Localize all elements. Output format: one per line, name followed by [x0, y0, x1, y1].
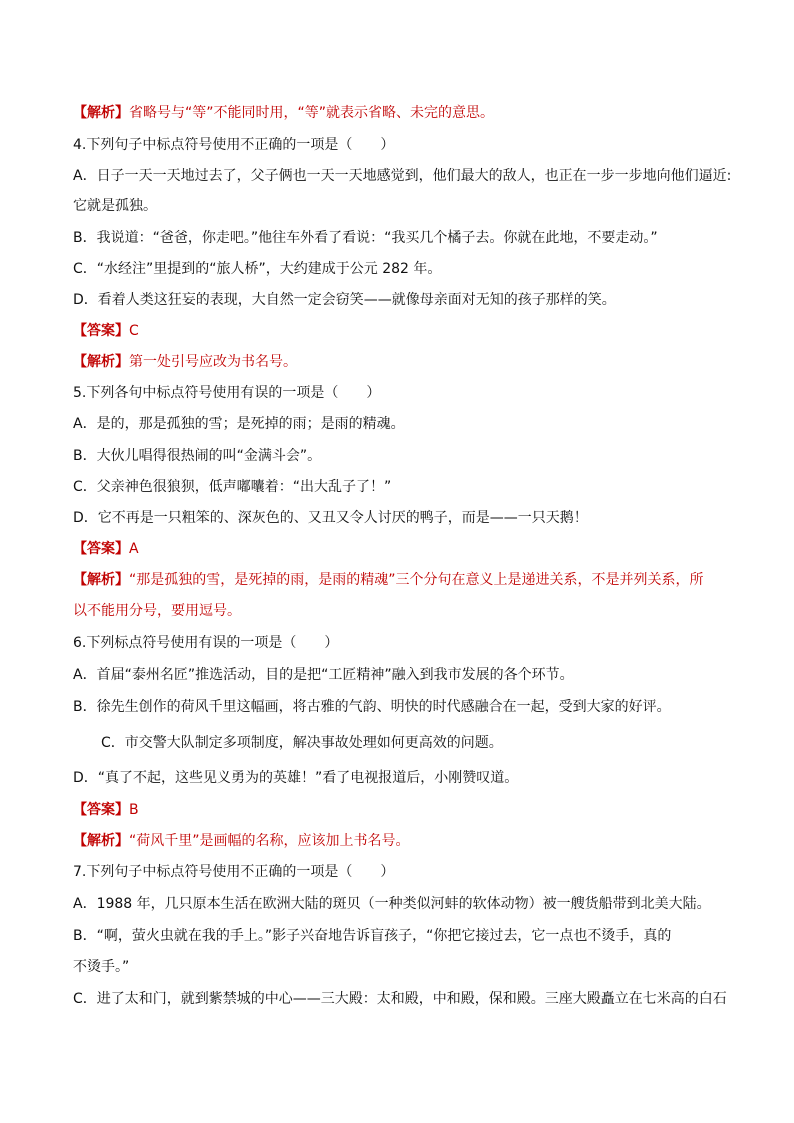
question-5-option-c: C．父亲神色很狼狈，低声嘟囔着：“出大乱子了！”: [73, 479, 392, 495]
question-6-stem: 6.下列标点符号使用有误的一项是（ ）: [73, 635, 339, 651]
analysis-text-continued: 以不能用分号，要用逗号。: [73, 603, 241, 619]
answer-line: [73, 321, 734, 341]
question-4-option-a-continued: 它就是孤独。: [73, 198, 157, 214]
question-5-option-d: D．它不再是一只粗笨的、深灰色的、又丑又令人讨厌的鸭子，而是——一只天鹅！: [73, 510, 588, 526]
question-4-stem: 4.下列句子中标点符号使用不正确的一项是（ ）: [73, 137, 395, 153]
question-4-option-d: D．看着人类这狂妄的表现，大自然一定会窃笑——就像母亲面对无知的孩子那样的笑。: [73, 292, 616, 308]
analysis-text: “荷风千里”是画幅的名称，应该加上书名号。: [129, 833, 410, 849]
analysis-tag: 【解析】: [73, 354, 129, 370]
answer-tag: 【答案】: [73, 802, 129, 818]
analysis-line: [73, 103, 734, 123]
answer-tag: 【答案】: [73, 323, 129, 339]
answer-value: A: [129, 541, 139, 557]
analysis-line: [73, 831, 734, 851]
analysis-tag: 【解析】: [73, 105, 129, 121]
analysis-text: 第一处引号应改为书名号。: [129, 354, 297, 370]
analysis-tag: 【解析】: [73, 833, 129, 849]
question-5-option-b: B．大伙儿唱得很热闹的叫“金满斗会”。: [73, 448, 322, 464]
question-6-option-b: B．徐先生创作的荷风千里这幅画，将古雅的气韵、明快的时代感融合在一起，受到大家的好评。: [73, 699, 671, 715]
answer-tag: 【答案】: [73, 541, 129, 557]
question-7-option-c: C．进了太和门，就到紫禁城的中心——三大殿：太和殿，中和殿，保和殿。三座大殿矗立在七米高的白石: [73, 991, 727, 1007]
question-7-option-b-continued: 不烫手。”: [73, 959, 130, 975]
question-7-option-b: B．“啊，萤火虫就在我的手上。”影子兴奋地告诉盲孩子，“你把它接过去，它一点也不烫手，真的: [73, 928, 672, 944]
question-6-option-a: A．首届“泰州名匠”推选活动，目的是把“工匠精神”融入到我市发展的各个环节。: [73, 667, 574, 683]
question-5-stem: 5.下列各句中标点符号使用有误的一项是（ ）: [73, 385, 381, 401]
question-7-stem: 7.下列句子中标点符号使用不正确的一项是（ ）: [73, 864, 395, 880]
question-4-option-c: C．“水经注”里提到的“旅人桥”，大约建成于公元 282 年。: [73, 261, 442, 277]
question-4-option-b: B．我说道：“爸爸，你走吧。”他往车外看了看说：“我买几个橘子去。你就在此地，不要走动。”: [73, 230, 658, 246]
question-6-option-c: C．市交警大队制定多项制度，解决事故处理如何更高效的问题。: [101, 735, 503, 751]
question-4-option-a: A．日子一天一天地过去了，父子俩也一天一天地感觉到，他们最大的敌人，也正在一步一步地向他们逼近:: [73, 168, 732, 184]
answer-line: [73, 800, 734, 820]
analysis-text: “那是孤独的雪，是死掉的雨，是雨的精魂”三个分句在意义上是递进关系，不是并列关系，所: [129, 572, 704, 588]
question-6-option-d: D．“真了不起，这些见义勇为的英雄！”看了电视报道后，小刚赞叹道。: [73, 770, 519, 786]
answer-value: B: [129, 802, 139, 818]
analysis-line: [73, 352, 734, 372]
answer-line: [73, 539, 734, 559]
analysis-tag: 【解析】: [73, 572, 129, 588]
analysis-text: 省略号与“等”不能同时用，“等”就表示省略、未完的意思。: [129, 105, 495, 121]
question-7-option-a: A．1988 年，几只原本生活在欧洲大陆的斑贝（一种类似河蚌的软体动物）被一艘货船带到北美大陆。: [73, 896, 711, 912]
question-5-option-a: A．是的，那是孤独的雪；是死掉的雨；是雨的精魂。: [73, 416, 405, 432]
answer-value: C: [129, 323, 139, 339]
analysis-line: [73, 570, 734, 590]
